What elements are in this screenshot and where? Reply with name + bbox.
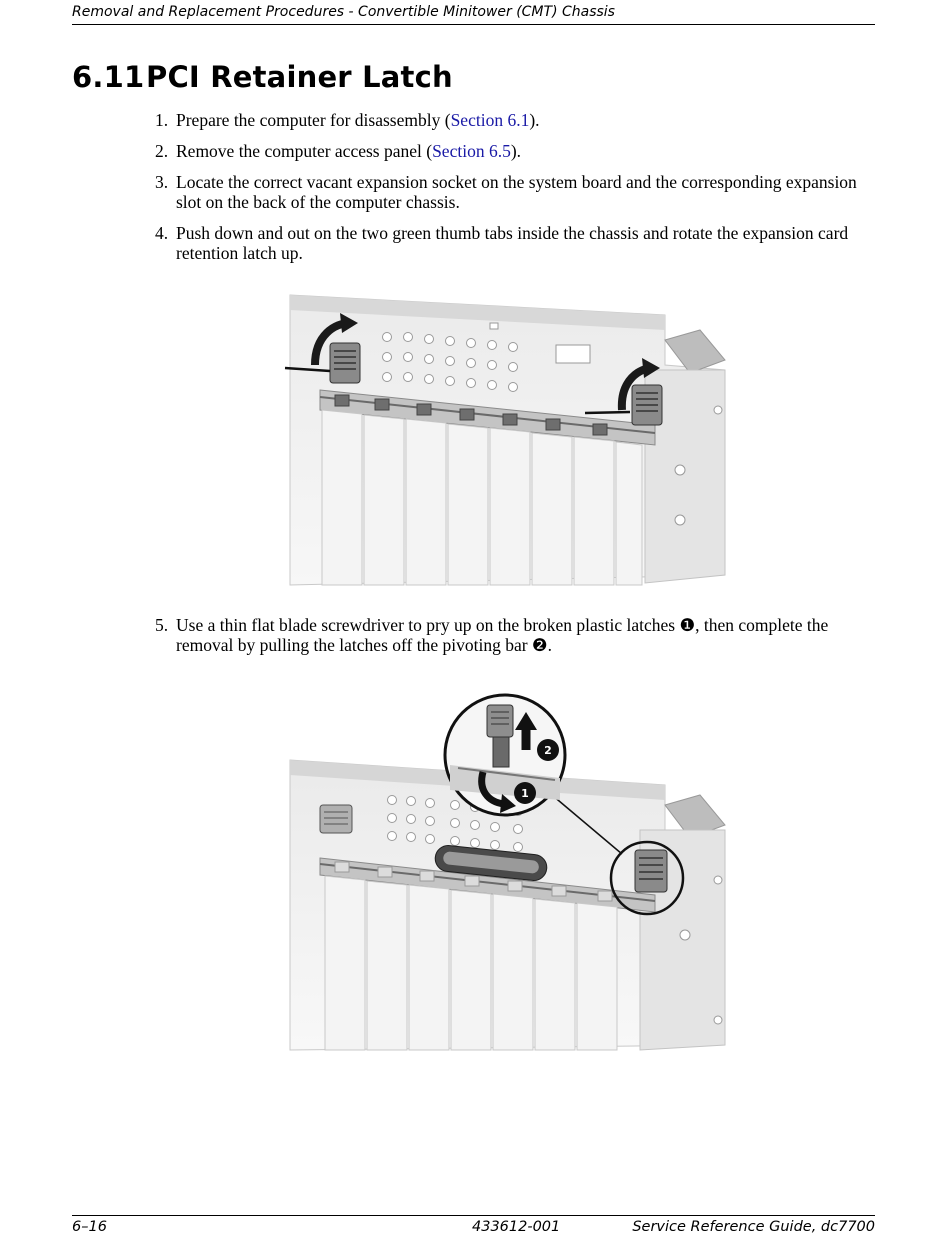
step-text: Push down and out on the two green thumb tabs inside the chassis and rotate the expansion card retention latch up. (176, 223, 849, 263)
section-title (72, 60, 453, 94)
running-footer (72, 1215, 875, 1235)
step-4 (155, 223, 875, 263)
section-6-1-link[interactable]: Section 6.1 (450, 110, 530, 130)
section-title-text: PCI Retainer Latch (146, 60, 453, 94)
step-number: 4. (155, 223, 169, 243)
step-number: 3. (155, 172, 169, 192)
step-number: 5. (155, 615, 169, 635)
step-text: Locate the correct vacant expansion socket on the system board and the corresponding expansion slot on the back of the computer chassis. (176, 172, 857, 212)
section-6-5-link[interactable]: Section 6.5 (432, 141, 511, 161)
callout-1-label: 1 (521, 787, 529, 800)
step-number: 2. (155, 141, 169, 161)
step-5 (155, 615, 875, 655)
guide-title: Service Reference Guide, dc7700 (632, 1219, 875, 1235)
step-2: 2. Remove the computer access panel (Section 6.5). (155, 141, 522, 161)
figure-latch-rotate (280, 285, 740, 590)
step-1: 1. Prepare the computer for disassembly (Section 6.1). (155, 110, 540, 130)
figure-latch-removal (280, 690, 740, 1060)
document-number: 433612-001 (472, 1219, 561, 1235)
section-number: 6.11 (72, 60, 145, 94)
procedure-steps-continued (155, 615, 875, 666)
procedure-steps (155, 110, 875, 274)
running-header: Removal and Replacement Procedures - Convertible Minitower (CMT) Chassis (72, 4, 875, 25)
callout-2-label: 2 (544, 744, 552, 757)
step-number: 1. (155, 110, 169, 130)
step-text: Use a thin flat blade screwdriver to pry up on the broken plastic latches ❶, then complete the removal by pulling the latches off the pivoting bar ❷. (176, 615, 829, 655)
step-3 (155, 172, 875, 212)
page-number: 6–16 (72, 1219, 107, 1235)
